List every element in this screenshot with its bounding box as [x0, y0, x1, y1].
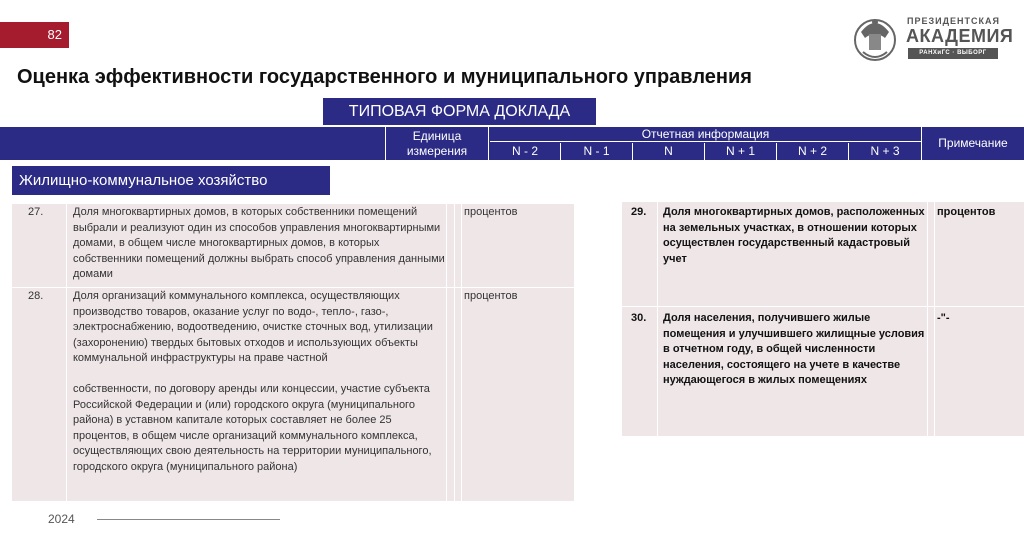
- row-30-num: 30.: [631, 312, 647, 324]
- header-reporting: Отчетная информация: [490, 127, 921, 142]
- footer-divider: [97, 519, 280, 520]
- form-title: ТИПОВАЯ ФОРМА ДОКЛАДА: [323, 98, 596, 125]
- header-period-1: N - 2: [490, 143, 561, 160]
- logo-line2: АКАДЕМИЯ: [906, 26, 1014, 46]
- row-28-text: Доля организаций коммунального комплекса, осуществляющих производство товаров, оказание услуг по водо-, тепло-, газо-, электроснабжению, водоотведению, очистке сточных вод, утилизации (захоронению) твердых бытовых отходов и использующих объекты коммунальной инфраструктуры на праве частной: [73, 290, 433, 364]
- header-unit: [385, 127, 489, 160]
- row-29-text: Доля многоквартирных домов, расположенных на земельных участках, в отношении которых осуществлен государственный кадастровый учет: [663, 206, 925, 265]
- row-27-text: Доля многоквартирных домов, в которых собственники помещений выбрали и реализуют один из способов управления многоквартирными домами, в общем числе многоквартирных домов, в которых собственники помещений должны выбрать способ управления данными домами: [73, 206, 445, 280]
- header-unit-label: Единица измерения: [406, 129, 468, 158]
- row-30-text: Доля населения, получившего жилые помещения и улучшившего жилищные условия в отчетном году, в общей численности населения, состоящего на учете в качестве нуждающегося в жилых помещениях: [663, 312, 925, 386]
- row-29-num: 29.: [631, 206, 647, 218]
- row-28-unit: процентов: [464, 290, 518, 302]
- page-title: Оценка эффективности государственного и муниципального управления: [17, 66, 752, 88]
- row-28-text-cont: собственности, по договору аренды или концессии, участие субъекта Российской Федерации и (или) городского округа (муниципального района) в уставном капитале которых составляет не более 25 процентов, в общем числе организаций коммунального комплекса, осуществляющих свою деятельность на территории муниципального, городского округа (муниципального района): [73, 383, 432, 473]
- header-period-4: N + 1: [705, 143, 777, 160]
- header-period-6: N + 3: [849, 143, 921, 160]
- header-note: Примечание: [921, 127, 1024, 160]
- header-period-3: N: [633, 143, 705, 160]
- row-30-unit: -"-: [937, 312, 950, 324]
- row-28-num: 28.: [28, 290, 44, 302]
- row-29-unit: процентов: [937, 206, 996, 218]
- page-number: 82: [0, 22, 69, 48]
- section-title: Жилищно-коммунальное хозяйство: [12, 166, 330, 195]
- eagle-emblem-icon: [851, 12, 899, 64]
- header-period-2: N - 1: [561, 143, 633, 160]
- header-period-5: N + 2: [777, 143, 849, 160]
- footer-year: 2024: [48, 512, 75, 526]
- logo-badge: РАНХиГС · ВЫБОРГ: [908, 48, 998, 59]
- academy-logo: [851, 12, 1014, 64]
- row-27-num: 27.: [28, 206, 44, 218]
- logo-line1: ПРЕЗИДЕНТСКАЯ: [907, 16, 1000, 26]
- row-27-unit: процентов: [464, 206, 518, 218]
